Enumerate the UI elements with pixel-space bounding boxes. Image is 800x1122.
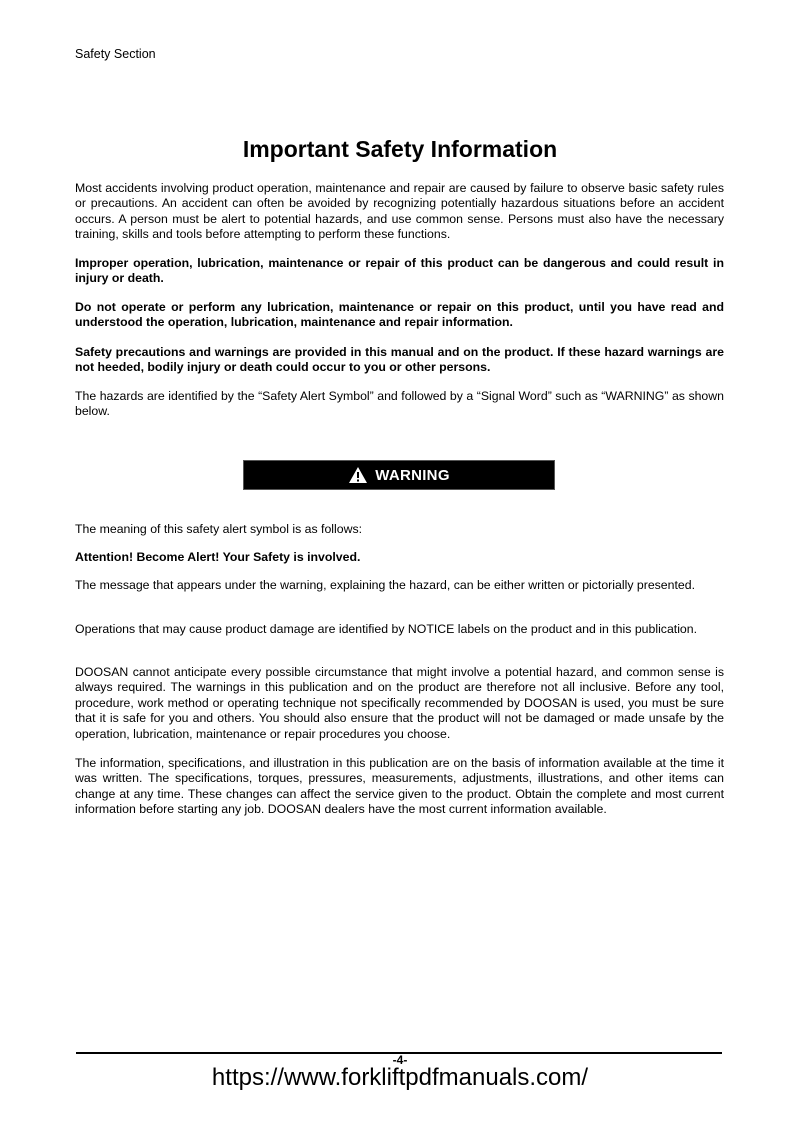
section-header: Safety Section	[75, 47, 156, 61]
signal-word-paragraph: The hazards are identified by the “Safety Alert Symbol” and followed by a “Signal Word” such as “WARNING” as shown below.	[75, 389, 724, 419]
read-before-operating-statement: Do not operate or perform any lubrication, maintenance or repair on this product, until you have read and understood the operation, lubrication, maintenance and repair information.	[75, 300, 724, 330]
danger-statement: Improper operation, lubrication, maintenance or repair of this product can be dangerous and could result in injury or death.	[75, 256, 724, 286]
hazard-warnings-statement: Safety precautions and warnings are provided in this manual and on the product. If these hazard warnings are not heeded, bodily injury or death could occur to you or other persons.	[75, 345, 724, 375]
symbol-meaning-paragraph: The meaning of this safety alert symbol is as follows:	[75, 522, 363, 536]
footer-url-link[interactable]: https://www.forkliftpdfmanuals.com/	[211, 1064, 589, 1091]
page-title: Important Safety Information	[242, 136, 558, 162]
doosan-disclaimer-paragraph: DOOSAN cannot anticipate every possible circumstance that might involve a potential hazard, and common sense is always required. The warnings in this publication and on the product are therefore not all inclusive. Before any tool, procedure, work method or operating technique not specifically recommended by DOOSAN is used, you must be sure that it is safe for you and others. You should also ensure that the product will not be damaged or made unsafe by the operation, lubrication, maintenance or repair procedures you choose.	[75, 665, 724, 741]
warning-message-paragraph: The message that appears under the warning, explaining the hazard, can be either written or pictorially presented.	[75, 578, 695, 592]
page-number: -4-	[392, 1053, 408, 1067]
attention-statement: Attention! Become Alert! Your Safety is involved.	[75, 550, 361, 564]
warning-triangle-icon	[348, 466, 368, 484]
information-currency-paragraph: The information, specifications, and illustration in this publication are on the basis of information available at the time it was written. The specifications, torques, pressures, measurements, adjustments, illustrations, and other items can change at any time. These changes can affect the service given to the product. Obtain the complete and most current information before starting any job. DOOSAN dealers have the most current information available.	[75, 756, 724, 817]
notice-paragraph: Operations that may cause product damage are identified by NOTICE labels on the product and in this publication.	[75, 622, 698, 636]
intro-paragraph: Most accidents involving product operation, maintenance and repair are caused by failure to observe basic safety rules or precautions. An accident can often be avoided by recognizing potentially hazardous situations before an accident occurs. A person must be alert to potential hazards, and use common sense. Persons must also have the necessary training, skills and tools before attempting to perform these functions.	[75, 181, 724, 242]
warning-label-box	[243, 460, 555, 490]
warning-label-text: WARNING	[375, 466, 450, 484]
